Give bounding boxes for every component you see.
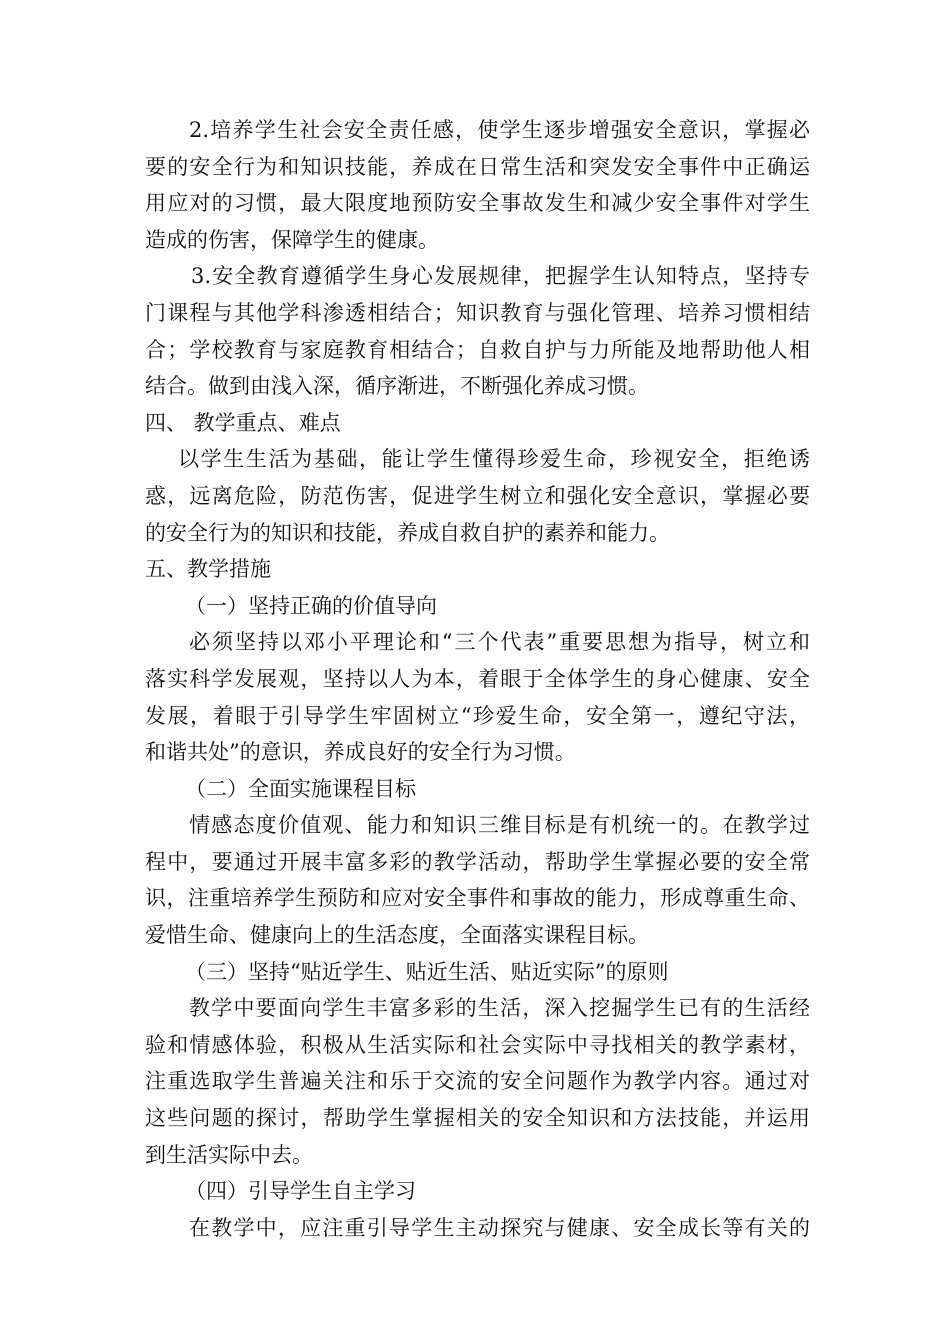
subsection-heading: （四）引导学生自主学习 — [185, 1179, 416, 1204]
text-line: 识，注重培养学生预防和应对安全事件和事故的能力，形成尊重生命、 — [145, 886, 810, 911]
text-line: 和谐共处”的意识，养成良好的安全行为习惯。 — [145, 740, 576, 765]
text-line: 结合。做到由浅入深，循序渐进，不断强化养成习惯。 — [145, 374, 649, 399]
text-line: 惑，远离危险，防范伤害，促进学生树立和强化安全意识，掌握必要 — [145, 483, 810, 508]
text-line: 要的安全行为和知识技能，养成在日常生活和突发安全事件中正确运 — [145, 154, 810, 179]
text-line: 程中，要通过开展丰富多彩的教学活动，帮助学生掌握必要的安全常 — [145, 849, 810, 874]
subsection-heading: （三）坚持“贴近学生、贴近生活、贴近实际”的原则 — [185, 959, 669, 984]
text-line: 验和情感体验，积极从生活实际和社会实际中寻找相关的教学素材， — [145, 1032, 810, 1057]
text-line: 用应对的习惯，最大限度地预防安全事故发生和减少安全事件对学生 — [145, 191, 810, 216]
text-line: 落实科学发展观，坚持以人为本，着眼于全体学生的身心健康、安全 — [145, 666, 810, 691]
text-line: 必须坚持以邓小平理论和“三个代表”重要思想为指导，树立和 — [189, 630, 810, 655]
subsection-heading: （二）全面实施课程目标 — [185, 776, 416, 801]
text-line: 门课程与其他学科渗透相结合；知识教育与强化管理、培养习惯相结 — [145, 300, 810, 325]
text-line: 3.安全教育遵循学生身心发展规律，把握学生认知特点，坚持专 — [191, 264, 810, 289]
text-line: 到生活实际中去。 — [145, 1142, 313, 1167]
document-body — [145, 112, 810, 1246]
subsection-heading: （一）坚持正确的价值导向 — [185, 593, 437, 618]
text-line: 以学生生活为基础，能让学生懂得珍爱生命，珍视安全，拒绝诱 — [178, 447, 810, 472]
text-line: 爱惜生命、健康向上的生活态度，全面落实课程目标。 — [145, 923, 649, 948]
text-line: 2.培养学生社会安全责任感，使学生逐步增强安全意识，掌握必 — [189, 118, 810, 142]
section-heading: 四、 教学重点、难点 — [145, 410, 341, 435]
text-line: 注重选取学生普遍关注和乐于交流的安全问题作为教学内容。通过对 — [145, 1069, 810, 1094]
text-line: 在教学中，应注重引导学生主动探究与健康、安全成长等有关的 — [189, 1215, 810, 1240]
text-line: 教学中要面向学生丰富多彩的生活，深入挖掘学生已有的生活经 — [189, 996, 810, 1021]
text-line: 发展，着眼于引导学生牢固树立“珍爱生命，安全第一，遵纪守法， — [145, 703, 810, 728]
text-line: 情感态度价值观、能力和知识三维目标是有机统一的。在教学过 — [189, 813, 810, 838]
text-line: 的安全行为的知识和技能，养成自救自护的素养和能力。 — [145, 520, 670, 545]
text-line: 合；学校教育与家庭教育相结合；自救自护与力所能及地帮助他人相 — [145, 337, 810, 362]
text-line: 造成的伤害，保障学生的健康。 — [145, 227, 439, 252]
section-heading: 五、教学措施 — [145, 557, 271, 582]
text-line: 这些问题的探讨，帮助学生掌握相关的安全知识和方法技能，并运用 — [145, 1106, 810, 1131]
